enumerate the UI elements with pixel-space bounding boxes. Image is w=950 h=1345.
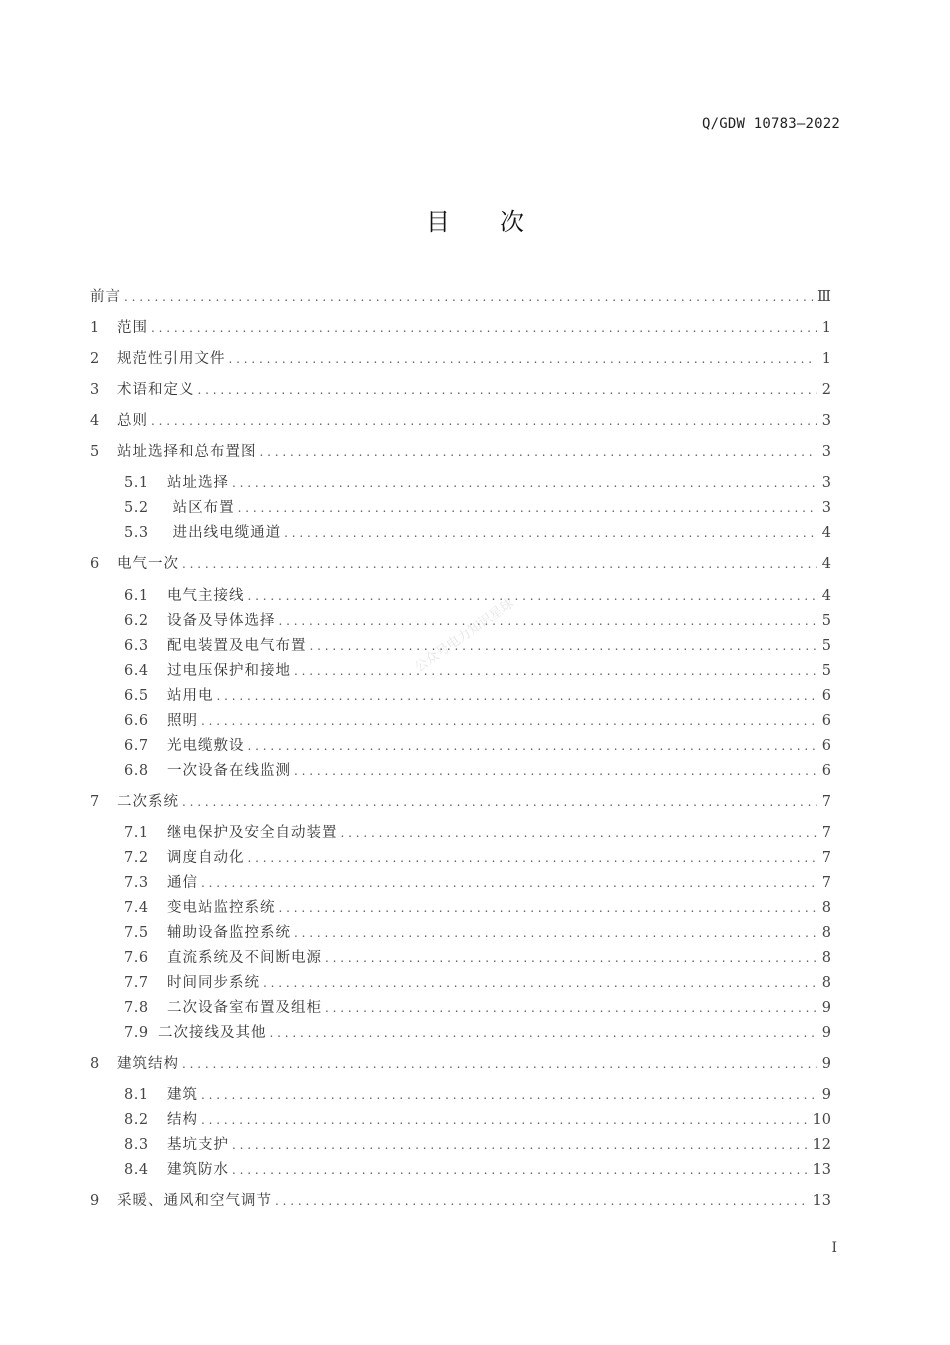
toc-subentry[interactable] bbox=[124, 1109, 831, 1131]
toc-subentry[interactable] bbox=[124, 472, 831, 494]
toc-dot-leader bbox=[275, 1190, 809, 1212]
toc-subentry[interactable] bbox=[124, 972, 831, 994]
toc-entry-page: 4 bbox=[821, 588, 831, 604]
toc-dot-leader bbox=[294, 760, 817, 782]
toc-entry-page: 7 bbox=[821, 875, 831, 891]
toc-entry-number: 7.4 bbox=[124, 900, 149, 916]
toc-entry[interactable] bbox=[90, 348, 831, 370]
toc-entry-page: 9 bbox=[821, 1000, 831, 1016]
toc-dot-leader bbox=[279, 610, 818, 632]
toc-entry-page: 9 bbox=[821, 1087, 831, 1103]
toc-subentry[interactable] bbox=[124, 922, 831, 944]
toc-entry-label: 结构 bbox=[167, 1112, 198, 1128]
toc-entry-page: 6 bbox=[821, 688, 831, 704]
toc-entry-label: 设备及导体选择 bbox=[167, 613, 276, 629]
toc-entry-label: 基坑支护 bbox=[167, 1137, 229, 1153]
toc-entry-label: 前言 bbox=[90, 289, 121, 305]
toc-entry-number: 5 bbox=[90, 444, 100, 460]
toc-entry-page: 8 bbox=[821, 900, 831, 916]
toc-entry-number: 6.6 bbox=[124, 713, 149, 729]
toc-dot-leader bbox=[182, 553, 817, 575]
toc-entry-number: 7.9 bbox=[124, 1025, 149, 1041]
toc-entry-label: 通信 bbox=[167, 875, 198, 891]
toc-entry-label: 建筑 bbox=[167, 1087, 198, 1103]
toc-dot-leader bbox=[325, 947, 817, 969]
toc-entry-page: 5 bbox=[821, 663, 831, 679]
toc-dot-leader bbox=[310, 635, 818, 657]
toc-entry-label: 时间同步系统 bbox=[167, 975, 260, 991]
toc-entry-number: 2 bbox=[90, 351, 100, 367]
toc-dot-leader bbox=[182, 1053, 817, 1075]
toc-entry-label: 直流系统及不间断电源 bbox=[167, 950, 322, 966]
toc-entry-label: 调度自动化 bbox=[167, 850, 245, 866]
toc-entry-page: 1 bbox=[821, 351, 831, 367]
toc-entry[interactable] bbox=[90, 317, 831, 339]
toc-entry[interactable] bbox=[90, 791, 831, 813]
toc-entry-page: 1 bbox=[821, 320, 831, 336]
toc-entry[interactable] bbox=[90, 410, 831, 432]
toc-entry-label: 规范性引用文件 bbox=[117, 351, 226, 367]
toc-entry-label: 总则 bbox=[117, 413, 148, 429]
title-char-2: 次 bbox=[500, 208, 524, 236]
toc-subentry[interactable] bbox=[124, 847, 831, 869]
toc-subentry[interactable] bbox=[124, 997, 831, 1019]
toc-subentry[interactable] bbox=[124, 822, 831, 844]
toc-subentry[interactable] bbox=[124, 872, 831, 894]
toc-entry-page: 9 bbox=[821, 1025, 831, 1041]
toc-entry-number: 7 bbox=[90, 794, 100, 810]
toc-entry-number: 8.1 bbox=[124, 1087, 149, 1103]
toc-subentry[interactable] bbox=[124, 710, 831, 732]
toc-dot-leader bbox=[279, 897, 818, 919]
toc-subentry[interactable] bbox=[124, 1134, 831, 1156]
toc-dot-leader bbox=[232, 1134, 809, 1156]
toc-entry-label: 建筑防水 bbox=[167, 1162, 229, 1178]
toc-dot-leader bbox=[201, 872, 817, 894]
toc-entry-label: 站区布置 bbox=[167, 500, 235, 516]
toc-entry-label: 电气一次 bbox=[117, 556, 179, 572]
toc-entry-page: 6 bbox=[821, 713, 831, 729]
toc-dot-leader bbox=[201, 710, 817, 732]
toc-subentry[interactable] bbox=[124, 522, 831, 544]
toc-subentry[interactable] bbox=[124, 735, 831, 757]
toc-entry-label: 建筑结构 bbox=[117, 1056, 179, 1072]
toc-entry-number: 6.7 bbox=[124, 738, 149, 754]
toc-entry-number: 6.8 bbox=[124, 763, 149, 779]
toc-entry-number: 6.4 bbox=[124, 663, 149, 679]
toc-entry[interactable] bbox=[90, 379, 831, 401]
toc-dot-leader bbox=[232, 472, 817, 494]
toc-dot-leader bbox=[248, 735, 818, 757]
toc-subentry[interactable] bbox=[124, 1159, 831, 1181]
toc-dot-leader bbox=[229, 348, 818, 370]
toc-entry-label: 一次设备在线监测 bbox=[167, 763, 291, 779]
toc-entry-label: 二次接线及其他 bbox=[158, 1025, 267, 1041]
toc-entry-number: 7.5 bbox=[124, 925, 149, 941]
toc-dot-leader bbox=[294, 660, 817, 682]
toc-dot-leader bbox=[260, 441, 818, 463]
toc-entry-label: 辅助设备监控系统 bbox=[167, 925, 291, 941]
toc-entry-page: 13 bbox=[812, 1193, 831, 1209]
toc-entry-page: 8 bbox=[821, 950, 831, 966]
toc-entry-label: 范围 bbox=[117, 320, 148, 336]
page-number: I bbox=[831, 1240, 837, 1256]
toc-dot-leader bbox=[151, 317, 817, 339]
toc-entry-label: 进出线电缆通道 bbox=[167, 525, 282, 541]
toc-entry-number: 8.3 bbox=[124, 1137, 149, 1153]
toc-dot-leader bbox=[201, 1084, 817, 1106]
toc-entry-page: 8 bbox=[821, 975, 831, 991]
toc-dot-leader bbox=[198, 379, 818, 401]
toc-entry-number: 6.3 bbox=[124, 638, 149, 654]
toc-entry-page: 6 bbox=[821, 763, 831, 779]
toc-entry-page: 2 bbox=[821, 382, 831, 398]
toc-entry-label: 过电压保护和接地 bbox=[167, 663, 291, 679]
toc-entry-label: 二次系统 bbox=[117, 794, 179, 810]
toc-entry-page: 5 bbox=[821, 638, 831, 654]
toc-dot-leader bbox=[248, 585, 818, 607]
toc-entry[interactable] bbox=[90, 286, 831, 308]
toc-entry-label: 术语和定义 bbox=[117, 382, 195, 398]
toc-entry-page: 12 bbox=[812, 1137, 831, 1153]
toc-dot-leader bbox=[325, 997, 817, 1019]
toc-dot-leader bbox=[232, 1159, 809, 1181]
toc-entry-page: 5 bbox=[821, 613, 831, 629]
toc-entry-number: 8.2 bbox=[124, 1112, 149, 1128]
toc-dot-leader bbox=[270, 1022, 818, 1044]
toc-entry-page: 9 bbox=[821, 1056, 831, 1072]
toc-entry-number: 4 bbox=[90, 413, 100, 429]
page-title bbox=[0, 202, 950, 237]
toc-subentry[interactable] bbox=[124, 685, 831, 707]
toc-subentry[interactable] bbox=[124, 760, 831, 782]
toc-entry-page: Ⅲ bbox=[817, 289, 831, 305]
toc-dot-leader bbox=[248, 847, 818, 869]
toc-entry-page: 4 bbox=[821, 525, 831, 541]
toc-subentry[interactable] bbox=[124, 1084, 831, 1106]
toc-subentry[interactable] bbox=[124, 660, 831, 682]
toc-entry-label: 继电保护及安全自动装置 bbox=[167, 825, 338, 841]
toc-entry-label: 电气主接线 bbox=[167, 588, 245, 604]
toc-subentry[interactable] bbox=[124, 1022, 831, 1044]
toc-subentry[interactable] bbox=[124, 947, 831, 969]
toc-entry-number: 6.1 bbox=[124, 588, 149, 604]
toc-entry-number: 5.1 bbox=[124, 475, 149, 491]
toc-entry[interactable] bbox=[90, 441, 831, 463]
toc-entry-number: 6.2 bbox=[124, 613, 149, 629]
toc-entry[interactable] bbox=[90, 553, 831, 575]
toc-entry-number: 6.5 bbox=[124, 688, 149, 704]
toc-subentry[interactable] bbox=[124, 897, 831, 919]
toc-dot-leader bbox=[201, 1109, 809, 1131]
toc-entry-number: 7.2 bbox=[124, 850, 149, 866]
toc-entry-number: 9 bbox=[90, 1193, 100, 1209]
toc-subentry[interactable] bbox=[124, 635, 831, 657]
toc-entry-page: 13 bbox=[812, 1162, 831, 1178]
toc-entry-label: 光电缆敷设 bbox=[167, 738, 245, 754]
toc-dot-leader bbox=[294, 922, 817, 944]
title-char-1: 目 bbox=[426, 208, 450, 236]
document-code: Q/GDW 10783—2022 bbox=[701, 116, 840, 132]
toc-entry-page: 3 bbox=[821, 500, 831, 516]
toc-entry-page: 7 bbox=[821, 850, 831, 866]
toc-entry-label: 站址选择和总布置图 bbox=[117, 444, 257, 460]
toc-dot-leader bbox=[263, 972, 817, 994]
toc-entry-label: 站用电 bbox=[167, 688, 214, 704]
toc-entry-label: 配电装置及电气布置 bbox=[167, 638, 307, 654]
toc-entry-number: 6 bbox=[90, 556, 100, 572]
toc-entry-number: 3 bbox=[90, 382, 100, 398]
toc-entry-number: 7.7 bbox=[124, 975, 149, 991]
toc-entry-label: 变电站监控系统 bbox=[167, 900, 276, 916]
toc-entry-label: 站址选择 bbox=[167, 475, 229, 491]
toc-entry-page: 7 bbox=[821, 825, 831, 841]
toc-entry-page: 4 bbox=[821, 556, 831, 572]
toc-entry-page: 7 bbox=[821, 794, 831, 810]
toc-entry-page: 10 bbox=[812, 1112, 831, 1128]
toc-dot-leader bbox=[238, 497, 817, 519]
toc-entry-page: 3 bbox=[821, 444, 831, 460]
toc-entry-number: 5.3 bbox=[124, 525, 149, 541]
toc-dot-leader bbox=[151, 410, 817, 432]
toc-entry-number: 1 bbox=[90, 320, 100, 336]
toc-entry[interactable] bbox=[90, 1053, 831, 1075]
toc-entry[interactable] bbox=[90, 1190, 831, 1212]
toc-dot-leader bbox=[217, 685, 818, 707]
toc-entry-page: 8 bbox=[821, 925, 831, 941]
toc-entry-page: 6 bbox=[821, 738, 831, 754]
toc-entry-page: 3 bbox=[821, 475, 831, 491]
toc-entry-label: 照明 bbox=[167, 713, 198, 729]
toc-entry-number: 7.3 bbox=[124, 875, 149, 891]
toc-entry-number: 8.4 bbox=[124, 1162, 149, 1178]
toc-dot-leader bbox=[124, 286, 813, 308]
toc-entry-number: 7.8 bbox=[124, 1000, 149, 1016]
toc-subentry[interactable] bbox=[124, 497, 831, 519]
toc-dot-leader bbox=[341, 822, 818, 844]
toc-entry-label: 二次设备室布置及组柜 bbox=[167, 1000, 322, 1016]
toc-entry-label: 采暖、通风和空气调节 bbox=[117, 1193, 272, 1209]
toc-dot-leader bbox=[284, 522, 817, 544]
toc-entry-number: 7.1 bbox=[124, 825, 149, 841]
toc-entry-number: 5.2 bbox=[124, 500, 149, 516]
toc-entry-number: 7.6 bbox=[124, 950, 149, 966]
toc-entry-number: 8 bbox=[90, 1056, 100, 1072]
toc-dot-leader bbox=[182, 791, 817, 813]
toc-subentry[interactable] bbox=[124, 610, 831, 632]
toc-subentry[interactable] bbox=[124, 585, 831, 607]
watermark: 公众号电力知识星球 bbox=[412, 596, 517, 676]
toc-entry-page: 3 bbox=[821, 413, 831, 429]
